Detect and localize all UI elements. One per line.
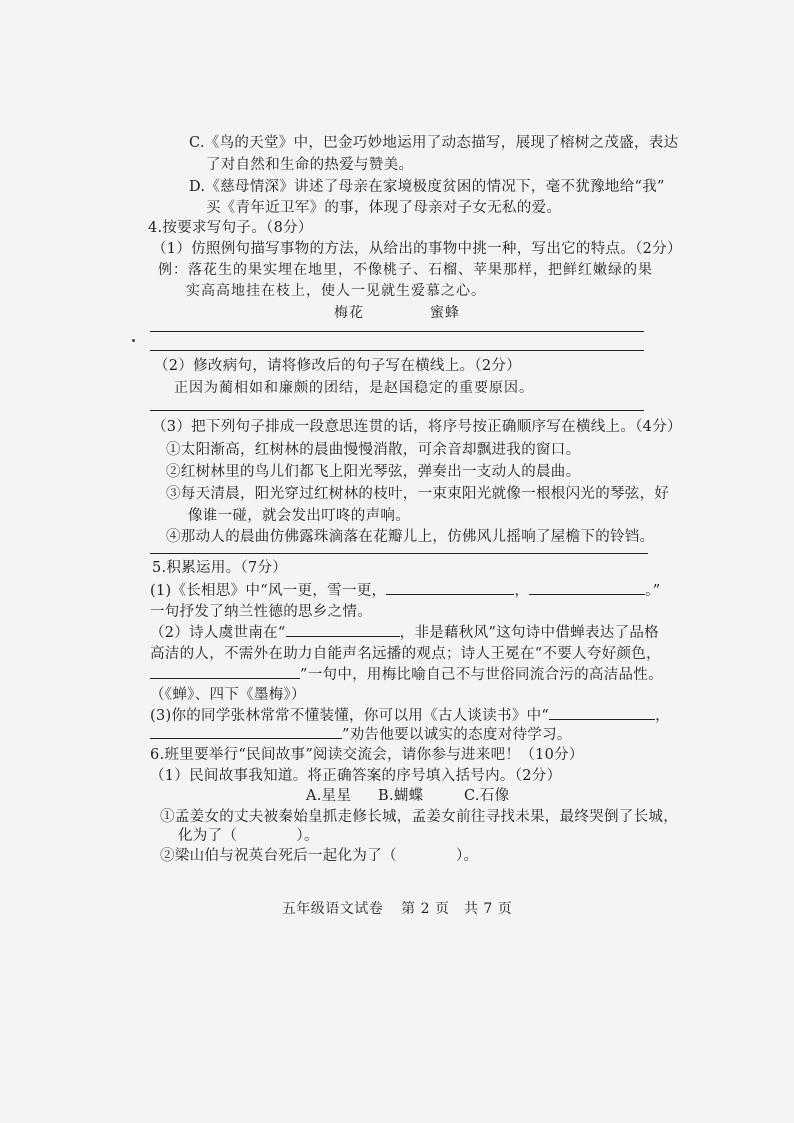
q5-sub3-text-1: (3)你的同学张林常常不懂装懂，你可以用《古人谈读书》中“: [150, 708, 550, 724]
q5-sub2-blank-1[interactable]: [286, 622, 400, 637]
q5-sub1-blank-2[interactable]: [529, 580, 645, 595]
q5-sub1-blank-1[interactable]: [386, 580, 514, 595]
q6-sub1-prompt: （1）民间故事我知道。将正确答案的序号填入括号内。（2分）: [150, 768, 562, 784]
footer-subject: 五年级语文试卷: [281, 901, 384, 917]
q4-sub2-sentence: 正因为蔺相如和廉颇的团结，是赵国稳定的重要原因。: [174, 380, 534, 396]
q5-sub3-line-1: [150, 705, 670, 726]
q5-sub1-line-2: 一句抒发了纳兰性德的思乡之情。: [150, 604, 372, 620]
q4-sub1-prompt: （1）仿照例句描写事物的方法，从给出的事物中挑一种，写出它的特点。（2分）: [152, 241, 682, 257]
option-d-line-1: D.《慈母情深》讲述了母亲在家境极度贫困的情况下，毫不犹豫地给“我”: [189, 179, 665, 195]
q6-item-1-line-1: ①孟姜女的丈夫被秦始皇抓走修长城，孟姜女前往寻找未果，最终哭倒了长城，: [160, 809, 678, 825]
q6-option-a: A.星星: [306, 788, 352, 804]
q4-sub3-sentence-1: ①太阳渐高，红树林的晨曲慢慢消散，可余音却飘进我的窗口。: [166, 442, 581, 458]
q5-sub3-text-3: ”劝告他要以诚实的态度对待学习。: [342, 727, 572, 743]
q4-sub3-prompt: （3）把下列句子排成一段意思连贯的话，将序号按正确顺序写在横线上。（4分）: [152, 419, 682, 435]
q5-sub2-text-3: ”一句中，用梅比喻自己不与世俗同流合污的高洁品性。: [300, 667, 663, 683]
scan-speck: [132, 339, 135, 342]
q5-sub1-text-2: ，: [514, 583, 530, 599]
q5-sub2-blank-2[interactable]: [150, 664, 300, 679]
q5-sub2-line-3: [150, 664, 663, 685]
q4-sub3-sentence-3-line-1: ③每天清晨，阳光穿过红树林的枝叶，一束束阳光就像一根根闪光的琴弦，好: [166, 486, 670, 502]
footer-page-number: 第 2 页 共 7 页: [401, 901, 513, 917]
q4-sub3-sentence-2: ②红树林里的鸟儿们都飞上阳光琴弦，弹奏出一支动人的晨曲。: [166, 464, 581, 480]
q5-sub3-blank-1[interactable]: [549, 705, 655, 720]
q6-item-1-line-2: 化为了（ ）。: [178, 828, 319, 844]
answer-line-4-1-a[interactable]: [150, 331, 644, 332]
option-d-line-2: 买《青年近卫军》的事，体现了母亲对子女无私的爱。: [206, 200, 562, 216]
q5-sub2-text-1: （2）诗人虞世南在“: [150, 625, 286, 641]
q5-sub2-text-2: ，非是藉秋风”这句诗中借蝉表达了品格: [399, 625, 659, 641]
q5-sub3-text-2: ，: [655, 708, 670, 724]
q4-sub1-example-line-1: 例：落花生的果实埋在地里，不像桃子、石榴、苹果那样，把鲜红嫩绿的果: [158, 262, 653, 278]
q5-sub2-line-4: （《蝉》、四下《墨梅》）: [150, 687, 306, 703]
answer-line-4-3[interactable]: [150, 553, 648, 554]
page-footer: [0, 898, 794, 918]
q4-sub1-choice-bee: 蜜蜂: [430, 305, 460, 321]
q6-option-b: B.蝴蝶: [378, 788, 424, 804]
q5-title: 5.积累运用。（7分）: [152, 560, 288, 576]
answer-line-4-1-b[interactable]: [150, 350, 644, 351]
q4-sub1-choice-plum: 梅花: [334, 305, 364, 321]
q5-sub3-blank-2[interactable]: [150, 724, 342, 739]
option-c-line-2: 了对自然和生命的热爱与赞美。: [206, 157, 414, 173]
q5-sub1-text-1: (1)《长相思》中“风一更，雪一更，: [150, 583, 387, 599]
answer-line-4-2[interactable]: [150, 410, 644, 411]
q5-sub1-line-1: [150, 580, 660, 601]
q5-sub2-line-2: 高洁的人，不需外在助力自能声名远播的观点；诗人王冕在“不要人夸好颜色，: [150, 646, 661, 662]
q4-sub3-sentence-4: ④那动人的晨曲仿佛露珠滴落在花瓣儿上，仿佛风儿摇响了屋檐下的铃铛。: [166, 529, 655, 545]
q4-sub1-example-line-2: 实高高地挂在枝上，使人一见就生爱慕之心。: [186, 283, 486, 299]
q6-item-2: ②梁山伯与祝英台死后一起化为了（ ）。: [160, 848, 479, 864]
q6-title: 6.班里要举行“民间故事”阅读交流会，请你参与进来吧！（10分）: [150, 747, 584, 763]
q4-sub3-sentence-3-line-2: 像谁一碰，就会发出叮咚的声响。: [188, 508, 410, 524]
q4-sub2-prompt: （2）修改病句，请将修改后的句子写在横线上。（2分）: [154, 358, 521, 374]
option-c-line-1: C.《鸟的天堂》中，巴金巧妙地运用了动态描写，展现了榕树之茂盛，表达: [189, 135, 679, 151]
q5-sub1-text-3: 。”: [645, 583, 661, 599]
q6-option-c: C.石像: [464, 788, 510, 804]
q4-title: 4.按要求写句子。（8分）: [148, 220, 313, 236]
q5-sub3-line-2: [150, 724, 572, 745]
q5-sub2-line-1: [150, 622, 659, 643]
